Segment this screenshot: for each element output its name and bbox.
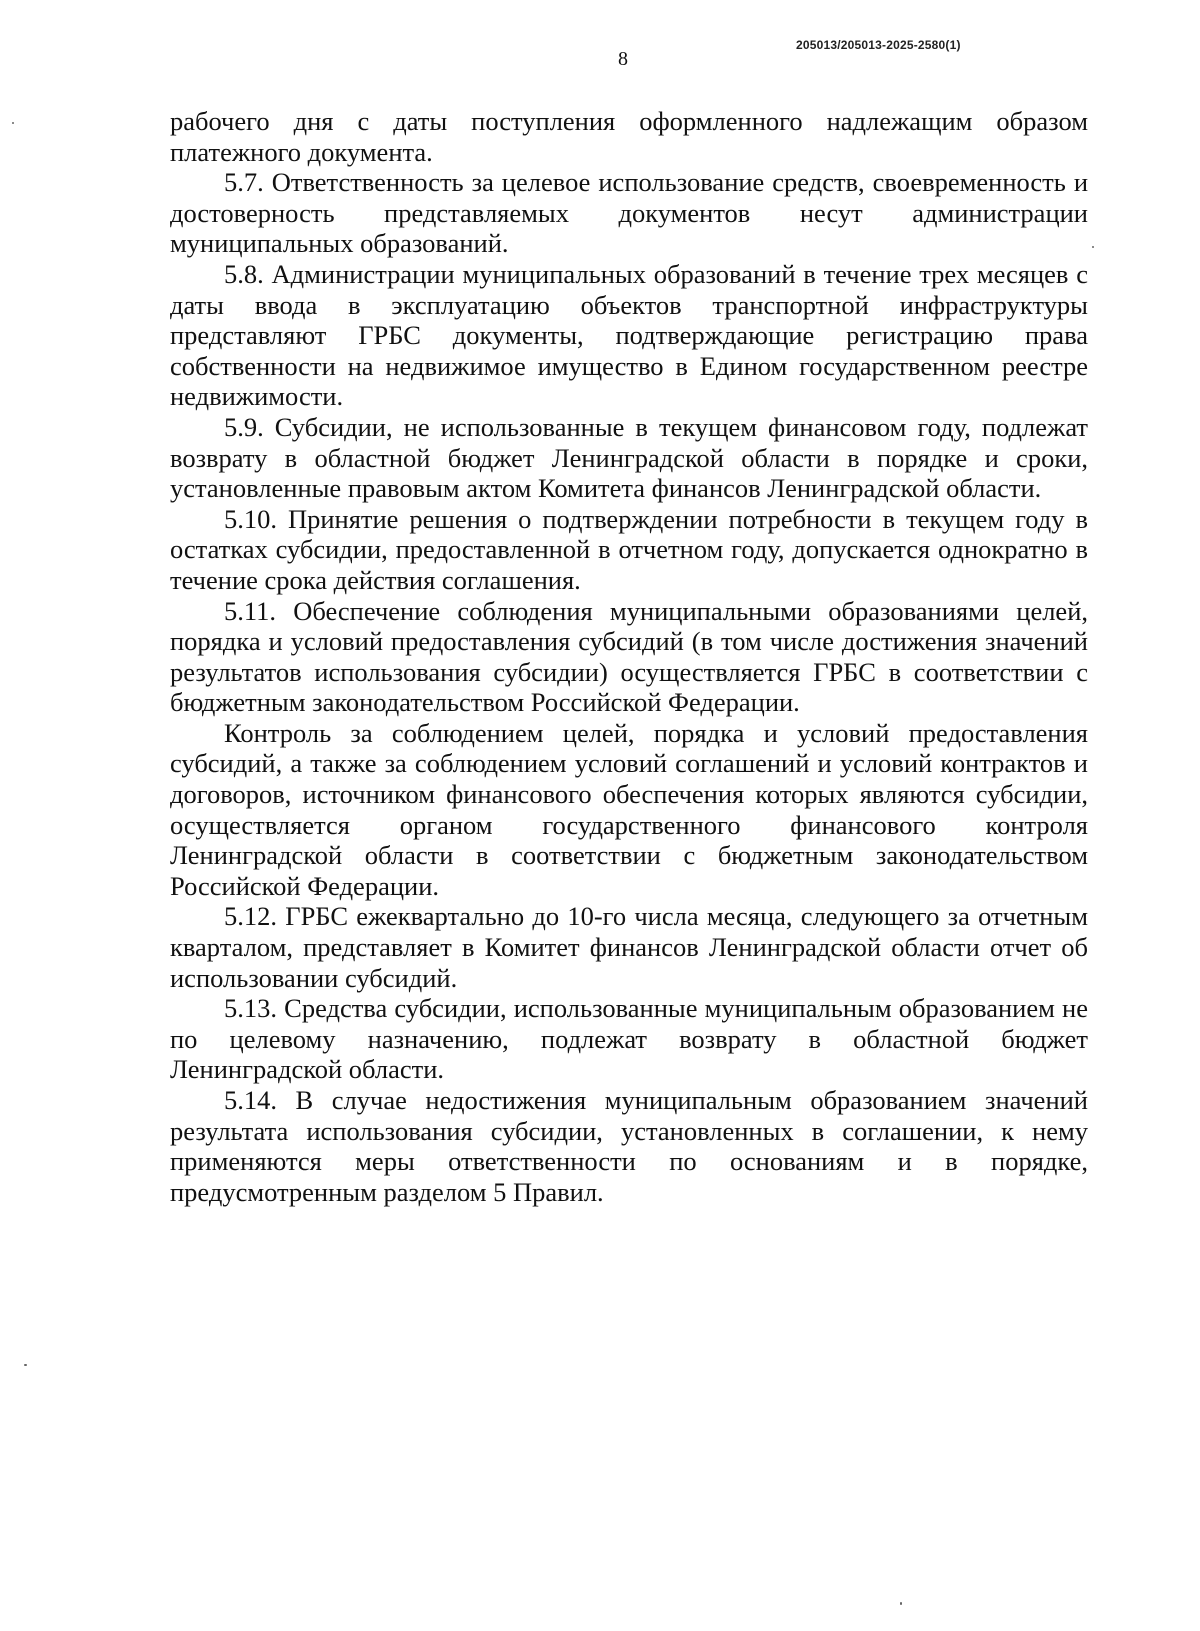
paragraph-continuation: рабочего дня с даты поступления оформленного надлежащим образом платежного документа.	[170, 106, 1088, 167]
scan-speck	[900, 1602, 902, 1605]
paragraph-5-14: 5.14. В случае недостижения муниципальным образованием значений результата использования субсидии, установленных в соглашении, к нему применяются меры ответственности по основаниям и в порядке, предусмотренным разделом 5 Правил.	[170, 1085, 1088, 1207]
paragraph-5-7: 5.7. Ответственность за целевое использование средств, своевременность и достоверность представляемых документов несут администрации муниципальных образований.	[170, 167, 1088, 259]
paragraph-control: Контроль за соблюдением целей, порядка и условий предоставления субсидий, а также за соблюдением условий соглашений и условий контрактов и договоров, источником финансового обеспечения которых являются субсидии, осуществляется органом государственного финансового контроля Ленинградской области в соответствии с бюджетным законодательством Российской Федерации.	[170, 717, 1088, 901]
page-number: 8	[618, 48, 628, 70]
paragraph-5-12: 5.12. ГРБС ежеквартально до 10-го числа месяца, следующего за отчетным кварталом, представляет в Комитет финансов Ленинградской области отчет об использовании субсидий.	[170, 901, 1088, 993]
document-id: 205013/205013-2025-2580(1)	[796, 38, 961, 52]
document-body	[170, 106, 1088, 1207]
paragraph-5-9: 5.9. Субсидии, не использованные в текущем финансовом году, подлежат возврату в областной бюджет Ленинградской области в порядке и сроки, установленные правовым актом Комитета финансов Ленинградской области.	[170, 411, 1088, 504]
paragraph-5-11: 5.11. Обеспечение соблюдения муниципальными образованиями целей, порядка и условий предоставления субсидий (в том числе достижения значений результатов использования субсидии) осуществляется ГРБС в соответствии с бюджетным законодательством Российской Федерации.	[170, 595, 1088, 718]
scan-speck	[24, 1364, 27, 1366]
paragraph-5-10: 5.10. Принятие решения о подтверждении потребности в текущем году в остатках субсидии, предоставленной в отчетном году, допускается однократно в течение срока действия соглашения.	[170, 503, 1088, 595]
scan-speck	[1092, 246, 1094, 248]
paragraph-5-8: 5.8. Администрации муниципальных образований в течение трех месяцев с даты ввода в эксплуатацию объектов транспортной инфраструктуры представляют ГРБС документы, подтверждающие регистрацию права собственности на недвижимое имущество в Едином государственном реестре недвижимости.	[170, 258, 1088, 412]
paragraph-5-13: 5.13. Средства субсидии, использованные муниципальным образованием не по целевому назначению, подлежат возврату в областной бюджет Ленинградской области.	[170, 993, 1088, 1085]
scan-speck	[12, 122, 14, 124]
